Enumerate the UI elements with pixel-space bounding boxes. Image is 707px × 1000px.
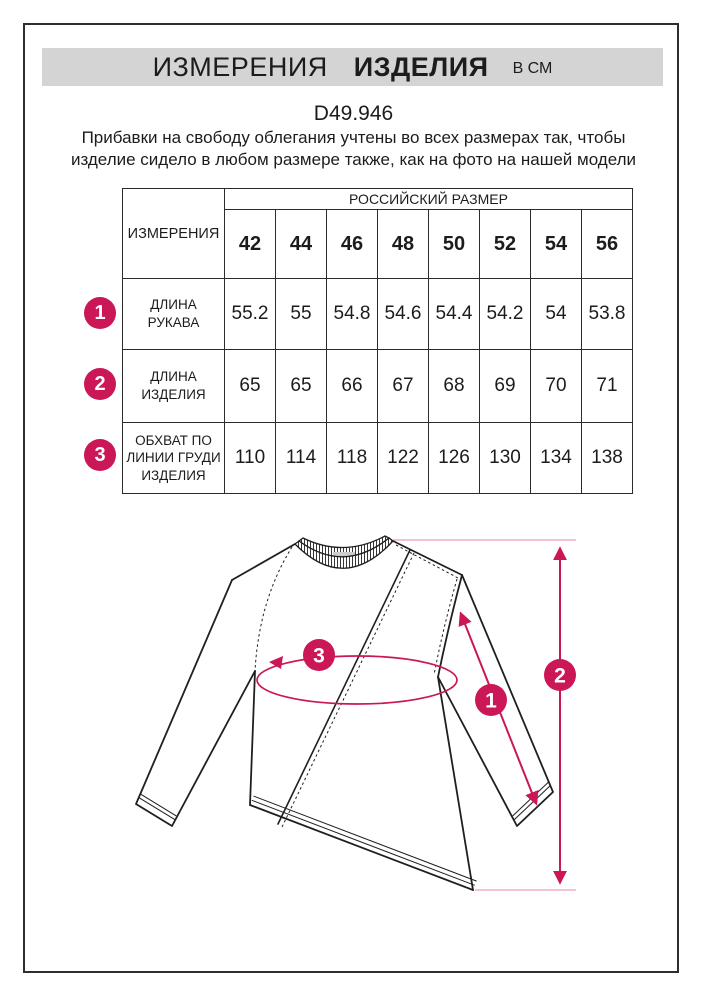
- extension-lines: [393, 540, 576, 890]
- cell-value: 54.6: [378, 279, 429, 350]
- table-row-chest-girth: [123, 423, 633, 494]
- cell-value: 110: [225, 423, 276, 494]
- cell-value: 54.2: [480, 279, 531, 350]
- garment-technical-drawing: [120, 528, 580, 952]
- cell-value: 54: [531, 279, 582, 350]
- cell-value: 126: [429, 423, 480, 494]
- cell-value: 71: [582, 350, 633, 423]
- svg-text:3: 3: [313, 644, 325, 668]
- cell-value: 130: [480, 423, 531, 494]
- size-col-46: 46: [327, 210, 378, 279]
- size-col-42: 42: [225, 210, 276, 279]
- product-note: Прибавки на свободу облегания учтены во всех размерах так, чтобы изделие сидело в любом размере также, как на фото на нашей модели: [70, 128, 637, 169]
- table-row-sleeve-length: [123, 279, 633, 350]
- size-col-52: 52: [480, 210, 531, 279]
- header-title-product: ИЗДЕЛИЯ: [353, 51, 489, 82]
- cell-value: 65: [225, 350, 276, 423]
- chest-girth-ellipse: [257, 656, 457, 704]
- cell-value: 118: [327, 423, 378, 494]
- size-col-50: 50: [429, 210, 480, 279]
- row-label: ДЛИНА РУКАВА: [123, 279, 225, 350]
- cell-value: 68: [429, 350, 480, 423]
- row-label: ДЛИНА ИЗДЕЛИЯ: [123, 350, 225, 423]
- table-measure-header: ИЗМЕРЕНИЯ: [123, 189, 225, 279]
- diagram-badge-1: [475, 684, 507, 716]
- cell-value: 122: [378, 423, 429, 494]
- cell-value: 70: [531, 350, 582, 423]
- table-size-group-header: РОССИЙСКИЙ РАЗМЕР: [225, 189, 633, 210]
- size-col-56: 56: [582, 210, 633, 279]
- size-col-44: 44: [276, 210, 327, 279]
- cell-value: 65: [276, 350, 327, 423]
- cell-value: 53.8: [582, 279, 633, 350]
- row-label: ОБХВАТ ПО ЛИНИИ ГРУДИ ИЗДЕЛИЯ: [123, 423, 225, 494]
- row-number-badge-3: 3: [84, 439, 116, 471]
- size-col-54: 54: [531, 210, 582, 279]
- svg-text:2: 2: [554, 664, 566, 688]
- table-row-garment-length: [123, 350, 633, 423]
- cell-value: 54.4: [429, 279, 480, 350]
- row-number-badge-1: 1: [84, 297, 116, 329]
- svg-text:1: 1: [485, 689, 497, 713]
- measurement-annotations: [257, 549, 576, 882]
- cell-value: 134: [531, 423, 582, 494]
- header-units-label: В СМ: [512, 60, 553, 77]
- cell-value: 69: [480, 350, 531, 423]
- product-code: D49.946: [313, 102, 394, 125]
- header-title-measurements: ИЗМЕРЕНИЯ: [152, 51, 328, 82]
- cell-value: 66: [327, 350, 378, 423]
- cell-value: 114: [276, 423, 327, 494]
- row-number-badge-2: 2: [84, 368, 116, 400]
- cell-value: 138: [582, 423, 633, 494]
- size-col-48: 48: [378, 210, 429, 279]
- header-band: [42, 48, 663, 86]
- diagram-badge-2: [544, 659, 576, 691]
- cell-value: 55.2: [225, 279, 276, 350]
- ribbed-collar: [295, 536, 393, 568]
- cell-value: 55: [276, 279, 327, 350]
- cell-value: 54.8: [327, 279, 378, 350]
- size-table: [122, 188, 633, 494]
- diagram-badge-3: [303, 639, 335, 671]
- cell-value: 67: [378, 350, 429, 423]
